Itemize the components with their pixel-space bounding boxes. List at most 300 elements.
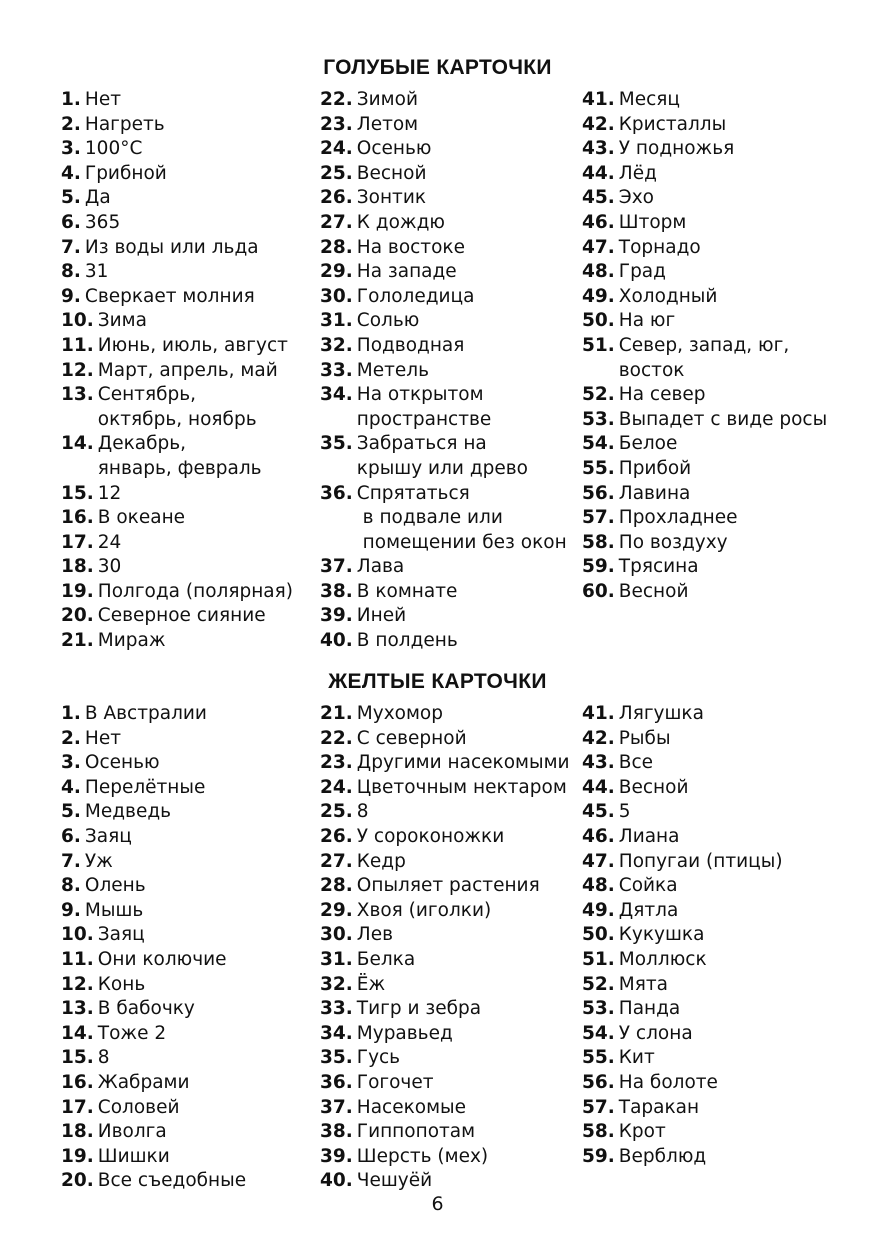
answer-item	[320, 137, 567, 162]
answer-text: Осенью	[84, 752, 160, 774]
answer-item	[61, 531, 293, 556]
answer-text: Декабрь, январь, февраль	[97, 433, 262, 479]
answer-item	[61, 580, 293, 605]
answer-text: В полдень	[356, 630, 458, 652]
answer-text: На западе	[356, 261, 457, 283]
answer-text: Заяц	[97, 924, 145, 946]
answer-number: 8.	[61, 261, 81, 283]
answer-number: 5.	[61, 801, 81, 823]
answer-number: 5.	[61, 187, 81, 209]
answer-item	[61, 1022, 246, 1047]
answer-text: Тоже 2	[97, 1022, 167, 1044]
answer-item	[61, 899, 246, 924]
answer-text: В бабочку	[97, 998, 195, 1020]
answer-text: 30	[97, 556, 122, 578]
answer-text: Соловей	[97, 1096, 180, 1118]
answer-item	[582, 334, 827, 383]
answer-item	[61, 236, 293, 261]
answer-number: 6.	[61, 825, 81, 847]
answer-number: 17.	[61, 531, 94, 553]
answer-text: Прохладнее	[618, 507, 738, 529]
answer-text: Конь	[97, 973, 146, 995]
answer-item	[582, 309, 827, 334]
answer-text: Белое	[618, 433, 678, 455]
answer-text: На юг	[618, 310, 676, 332]
answer-text: 24	[97, 531, 122, 553]
answer-text: Мираж	[97, 630, 166, 652]
answer-number: 36.	[320, 482, 353, 504]
answer-item	[61, 776, 246, 801]
answer-item	[320, 236, 567, 261]
answer-number: 17.	[61, 1096, 94, 1118]
answer-number: 44.	[582, 162, 615, 184]
answer-number: 56.	[582, 1071, 615, 1093]
answer-text: Хвоя (иголки)	[356, 899, 492, 921]
answer-number: 47.	[582, 236, 615, 258]
answer-item	[582, 260, 827, 285]
page-number: 6	[431, 1193, 444, 1215]
answer-text: Да	[84, 187, 111, 209]
answer-text: Сверкает молния	[84, 285, 255, 307]
answer-number: 51.	[582, 334, 615, 356]
answer-item	[582, 776, 783, 801]
answer-item	[320, 973, 570, 998]
answer-number: 31.	[320, 310, 353, 332]
answer-text: Кристаллы	[618, 113, 727, 135]
answer-item	[61, 923, 246, 948]
answer-text: Север, запад, юг, восток	[618, 334, 790, 381]
answer-text: Другими насекомыми	[356, 752, 570, 774]
answer-item	[582, 432, 827, 457]
answer-item	[61, 432, 293, 481]
answer-number: 16.	[61, 507, 94, 529]
answer-text: Полгода (полярная)	[97, 580, 293, 602]
answer-text: Осенью	[356, 138, 432, 160]
answer-item	[320, 162, 567, 187]
answer-item	[320, 727, 570, 752]
answer-item	[61, 113, 293, 138]
answer-item	[320, 309, 567, 334]
blue-column-1	[61, 88, 293, 654]
answer-number: 1.	[61, 703, 81, 724]
answer-number: 57.	[582, 507, 615, 529]
answer-text: Гиппопотам	[356, 1121, 476, 1143]
answer-item	[320, 1169, 570, 1194]
answer-text: У сороконожки	[356, 825, 505, 847]
answer-text: Цветочным нектаром	[356, 776, 567, 798]
answer-number: 50.	[582, 310, 615, 332]
answer-number: 55.	[582, 1047, 615, 1069]
answer-item	[582, 1022, 783, 1047]
answer-item	[320, 88, 567, 113]
answer-text: Зонтик	[356, 187, 427, 209]
answer-number: 35.	[320, 1047, 353, 1069]
answer-text: 100°C	[84, 138, 143, 160]
answer-item	[582, 923, 783, 948]
answer-number: 14.	[61, 1022, 94, 1044]
answer-number: 39.	[320, 1145, 353, 1167]
answer-item	[582, 825, 783, 850]
answer-item	[61, 1096, 246, 1121]
answer-item	[320, 629, 567, 654]
answer-text: Кит	[618, 1047, 655, 1069]
answer-text: Все	[618, 752, 654, 774]
answer-number: 40.	[320, 1170, 353, 1192]
answer-text: 8	[356, 801, 369, 823]
answer-number: 22.	[320, 727, 353, 749]
answer-item	[61, 88, 293, 113]
answer-text: Нет	[84, 89, 121, 110]
blue-column-3	[582, 88, 827, 604]
answer-text: 8	[97, 1047, 110, 1069]
answer-text: Белка	[356, 948, 416, 970]
answer-number: 45.	[582, 187, 615, 209]
answer-item	[61, 1145, 246, 1170]
answer-item	[320, 1046, 570, 1071]
answer-text: В комнате	[356, 580, 458, 602]
answer-number: 32.	[320, 973, 353, 995]
answer-number: 18.	[61, 556, 94, 578]
answer-text: Они колючие	[97, 948, 227, 970]
answer-item	[61, 482, 293, 507]
answer-item	[320, 432, 567, 481]
answer-item	[320, 580, 567, 605]
answer-number: 43.	[582, 752, 615, 774]
answer-item	[61, 309, 293, 334]
answer-item	[582, 383, 827, 408]
answer-number: 29.	[320, 261, 353, 283]
answer-text: Торнадо	[618, 236, 701, 258]
answer-item	[61, 702, 246, 727]
answer-item	[320, 948, 570, 973]
answer-item	[582, 1145, 783, 1170]
answer-number: 2.	[61, 113, 81, 135]
answer-number: 59.	[582, 556, 615, 578]
answer-number: 25.	[320, 162, 353, 184]
answer-item	[582, 482, 827, 507]
answer-number: 10.	[61, 924, 94, 946]
answer-text: Крот	[618, 1121, 666, 1143]
answer-number: 15.	[61, 482, 94, 504]
answer-item	[320, 874, 570, 899]
answer-text: Месяц	[618, 89, 681, 110]
answer-item	[582, 874, 783, 899]
answer-number: 53.	[582, 408, 615, 430]
answer-item	[582, 162, 827, 187]
answer-number: 6.	[61, 211, 81, 233]
answer-item	[61, 186, 293, 211]
answer-number: 37.	[320, 556, 353, 578]
answer-text: Все съедобные	[97, 1170, 247, 1192]
answer-text: Грибной	[84, 162, 167, 184]
answer-text: Весной	[356, 162, 427, 184]
answer-text: Трясина	[618, 556, 699, 578]
answer-item	[582, 997, 783, 1022]
answer-number: 37.	[320, 1096, 353, 1118]
answer-item	[582, 580, 827, 605]
answer-number: 3.	[61, 752, 81, 774]
answer-number: 54.	[582, 1022, 615, 1044]
answer-item	[582, 506, 827, 531]
answer-item	[582, 113, 827, 138]
answer-number: 55.	[582, 457, 615, 479]
answer-item	[61, 727, 246, 752]
answer-text: У подножья	[618, 138, 735, 160]
answer-item	[320, 800, 570, 825]
answer-item	[582, 531, 827, 556]
answer-number: 46.	[582, 825, 615, 847]
answer-text: Шторм	[618, 211, 687, 233]
answer-text: Гусь	[356, 1047, 401, 1069]
answer-item	[61, 1046, 246, 1071]
answer-item	[582, 88, 827, 113]
answer-item	[61, 874, 246, 899]
answer-number: 9.	[61, 899, 81, 921]
answer-number: 31.	[320, 948, 353, 970]
answer-item	[582, 973, 783, 998]
answer-item	[320, 260, 567, 285]
answer-item	[320, 482, 567, 556]
yellow-column-1	[61, 702, 246, 1194]
answer-number: 1.	[61, 89, 81, 110]
answer-item	[582, 1071, 783, 1096]
answer-number: 24.	[320, 776, 353, 798]
answer-item	[320, 555, 567, 580]
answer-item	[320, 702, 570, 727]
answer-text: Верблюд	[618, 1145, 707, 1167]
answer-text: С северной	[356, 727, 467, 749]
answer-item	[320, 1145, 570, 1170]
answer-item	[61, 211, 293, 236]
answer-number: 23.	[320, 113, 353, 135]
answer-number: 16.	[61, 1071, 94, 1093]
answer-item	[582, 236, 827, 261]
answer-item	[320, 899, 570, 924]
answer-text: Прибой	[618, 457, 692, 479]
answer-text: Мята	[618, 973, 668, 995]
answer-text: Лавина	[618, 482, 691, 504]
answer-number: 41.	[582, 703, 615, 724]
answer-item	[320, 113, 567, 138]
answer-number: 45.	[582, 801, 615, 823]
answer-number: 12.	[61, 973, 94, 995]
answer-item	[61, 850, 246, 875]
answer-number: 3.	[61, 138, 81, 160]
answer-item	[320, 604, 567, 629]
answer-item	[61, 604, 293, 629]
answer-number: 33.	[320, 359, 353, 381]
answer-text: Таракан	[618, 1096, 700, 1118]
answer-text: Панда	[618, 998, 681, 1020]
answer-text: Насекомые	[356, 1096, 467, 1118]
answer-item	[320, 1096, 570, 1121]
answer-number: 43.	[582, 138, 615, 160]
answer-item	[320, 1120, 570, 1145]
answer-text: Холодный	[618, 285, 718, 307]
yellow-column-3	[582, 702, 783, 1169]
answer-number: 22.	[320, 89, 353, 110]
answer-text: В Австралии	[84, 703, 207, 724]
answer-item	[582, 137, 827, 162]
answer-number: 35.	[320, 433, 353, 455]
answer-number: 28.	[320, 236, 353, 258]
answer-item	[582, 800, 783, 825]
answer-number: 2.	[61, 727, 81, 749]
answer-text: Зимой	[356, 89, 418, 110]
answer-number: 12.	[61, 359, 94, 381]
answer-number: 48.	[582, 875, 615, 897]
answer-text: Уж	[84, 850, 113, 872]
answer-number: 10.	[61, 310, 94, 332]
blue-column-2	[320, 88, 567, 654]
answer-item	[61, 383, 293, 432]
answer-item	[320, 1022, 570, 1047]
answer-item	[320, 359, 567, 384]
answer-item	[320, 923, 570, 948]
answer-text: Весной	[618, 776, 689, 798]
answer-text: Иней	[356, 605, 407, 627]
answer-text: Дятла	[618, 899, 679, 921]
answer-text: Иволга	[97, 1121, 167, 1143]
answer-text: На открытом пространстве	[356, 384, 492, 430]
answer-number: 52.	[582, 973, 615, 995]
answer-number: 26.	[320, 825, 353, 847]
answer-number: 38.	[320, 1121, 353, 1143]
answer-item	[320, 997, 570, 1022]
answer-item	[61, 359, 293, 384]
answer-number: 32.	[320, 334, 353, 356]
answer-text: На север	[618, 384, 706, 406]
answer-item	[61, 1120, 246, 1145]
answer-text: Заяц	[84, 825, 132, 847]
answer-item	[582, 1046, 783, 1071]
answer-number: 29.	[320, 899, 353, 921]
answer-item	[582, 702, 783, 727]
answer-item	[320, 825, 570, 850]
answer-text: Зима	[97, 310, 147, 332]
answer-number: 26.	[320, 187, 353, 209]
answer-item	[61, 751, 246, 776]
answer-number: 11.	[61, 334, 94, 356]
yellow-column-2	[320, 702, 570, 1194]
answer-text: Олень	[84, 875, 146, 897]
answer-number: 34.	[320, 384, 353, 406]
answer-text: К дождю	[356, 211, 445, 233]
answer-text: Моллюск	[618, 948, 707, 970]
answer-item	[61, 260, 293, 285]
answer-text: Метель	[356, 359, 430, 381]
answer-text: Июнь, июль, август	[97, 334, 288, 356]
answer-item	[582, 899, 783, 924]
answer-text: По воздуху	[618, 531, 728, 553]
answer-item	[61, 825, 246, 850]
answer-text: Опыляет растения	[356, 875, 540, 897]
answer-number: 15.	[61, 1047, 94, 1069]
answer-number: 58.	[582, 1121, 615, 1143]
answer-number: 48.	[582, 261, 615, 283]
answer-text: 31	[84, 261, 109, 283]
answer-item	[320, 334, 567, 359]
answer-number: 9.	[61, 285, 81, 307]
answer-number: 8.	[61, 875, 81, 897]
answer-number: 19.	[61, 580, 94, 602]
answer-number: 4.	[61, 162, 81, 184]
answer-number: 13.	[61, 998, 94, 1020]
answer-number: 13.	[61, 384, 94, 406]
answer-number: 49.	[582, 899, 615, 921]
answer-number: 18.	[61, 1121, 94, 1143]
answer-number: 21.	[320, 703, 353, 724]
answer-text: Шерсть (мех)	[356, 1145, 489, 1167]
answer-item	[61, 948, 246, 973]
answer-number: 33.	[320, 998, 353, 1020]
answer-number: 39.	[320, 605, 353, 627]
answer-text: Мухомор	[356, 703, 443, 724]
answer-item	[61, 137, 293, 162]
answer-item	[61, 506, 293, 531]
answer-item	[320, 186, 567, 211]
answer-text: Лягушка	[618, 703, 704, 724]
answer-number: 41.	[582, 89, 615, 110]
answer-text: Медведь	[84, 801, 172, 823]
answer-number: 59.	[582, 1145, 615, 1167]
answer-item	[320, 383, 567, 432]
answer-item	[582, 727, 783, 752]
answer-item	[582, 211, 827, 236]
answer-item	[320, 285, 567, 310]
answer-text: Попугаи (птицы)	[618, 850, 783, 872]
answer-item	[582, 457, 827, 482]
answer-number: 30.	[320, 924, 353, 946]
answer-number: 46.	[582, 211, 615, 233]
answer-item	[61, 997, 246, 1022]
answer-text: Тигр и зебра	[356, 998, 482, 1020]
answer-item	[582, 285, 827, 310]
answer-text: Выпадет с виде росы	[618, 408, 828, 430]
answer-text: Рыбы	[618, 727, 671, 749]
answer-number: 49.	[582, 285, 615, 307]
answer-item	[582, 1096, 783, 1121]
answer-item	[61, 162, 293, 187]
answer-number: 36.	[320, 1071, 353, 1093]
answer-number: 50.	[582, 924, 615, 946]
answer-text: Летом	[356, 113, 419, 135]
yellow-section-title: ЖЕЛТЫЕ КАРТОЧКИ	[328, 670, 547, 693]
answer-item	[582, 948, 783, 973]
answer-item	[582, 186, 827, 211]
answer-number: 11.	[61, 948, 94, 970]
answer-text: Шишки	[97, 1145, 170, 1167]
answer-number: 34.	[320, 1022, 353, 1044]
answer-text: 12	[97, 482, 122, 504]
answer-item	[582, 408, 827, 433]
answer-text: Град	[618, 261, 666, 283]
answer-number: 40.	[320, 630, 353, 652]
answer-text: Нет	[84, 727, 121, 749]
answer-text: Жабрами	[97, 1071, 190, 1093]
answer-number: 60.	[582, 580, 615, 602]
answer-number: 20.	[61, 1170, 94, 1192]
answer-item	[61, 1169, 246, 1194]
answer-item	[582, 555, 827, 580]
answer-text: Сентябрь, октябрь, ноябрь	[97, 384, 257, 430]
answer-text: Эхо	[618, 187, 654, 209]
answer-text: Лиана	[618, 825, 680, 847]
answer-text: Лава	[356, 556, 405, 578]
answer-number: 28.	[320, 875, 353, 897]
answer-item	[582, 751, 783, 776]
answer-item	[582, 850, 783, 875]
